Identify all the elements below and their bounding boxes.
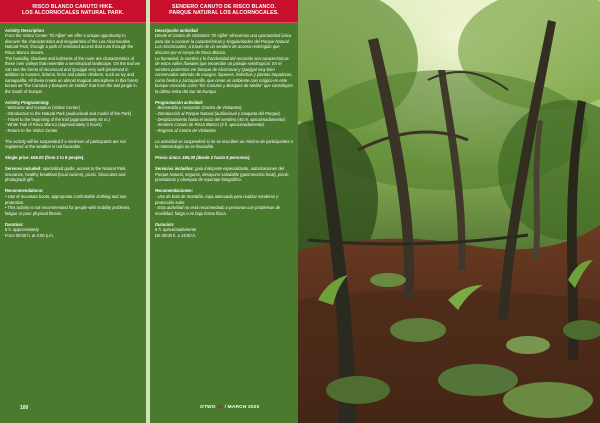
spanish-programming-section [155,100,293,133]
english-programming-title: Activity Programming: [5,99,50,105]
spanish-duration-item: De 09:00 h. a 15:00 h. [155,232,196,238]
magazine-footer [200,405,260,410]
spanish-price: Precio único: £65,00 (desde 2 hasta 8 personas). [155,155,251,161]
spanish-activity-section [155,28,293,95]
spanish-programming-item: - Regreso al Centro de Visitantes [155,127,216,133]
english-header-line-2: LOS ALCORNOCALES NATURAL PARK. [22,10,124,17]
spanish-duration [155,222,293,239]
spanish-header-line-2: PARQUE NATURAL LOS ALCORNOCALES. [169,10,279,17]
spanish-activity-p1: Desde el Centro de Visitantes "El Aljibe" ofrecemos una oportunidad única para dar a conocer la características y singularidades del Parque Natural Los Alcornocales, a través de un sendero de acceso restringido que discurre por el arroyo de Risco Blanco. [155,33,292,55]
spanish-column [150,0,298,423]
english-reco-item: • Use of mountain boots, appropriate comfortable clothing and sun protection. [5,193,127,205]
english-services-label: Services included: [5,166,42,172]
spanish-programming-title: Programación actividad: [155,99,204,105]
spanish-services [155,166,293,183]
english-duration-title: Duration: [5,221,24,227]
spanish-header-band [150,0,298,23]
spanish-reco-item: - Esta actividad no está recomendada a personas con problemas de movilidad, fatiga o en baja forma física. [155,205,281,216]
magazine-issue: 08 [217,405,224,410]
english-body [0,23,146,239]
spanish-programming-item: - Bienvenida y recepción (Centro de Visitantes). [155,105,243,111]
english-programming-item: - Return to the Visitor Center [5,127,58,133]
spanish-header-line-1: SENDERO CANUTO DE RISCO BLANCO. [172,4,276,10]
spanish-programming-item: - Sendero Canuto de Risco Blanco (3 h. aproximadamente). [155,122,266,128]
english-activity-p2: The humidity, shadows and lushness of the route are characteristics of these river valleys that resemble a semitropical landscape. On the trail we can see the forest of Alcornocal and Quejigal very well preserved in addition to mosses, lichens, ferns and plants climbers, such as ivy and sarsaparilla. All these create an almost magical atmosphere in this forest known as "the Canutos y Bosques de Niebla" that form the last jungle in the South of Europe. [5,55,141,94]
spanish-services-text: guía intérprete especializado, autorizaciones del Parque Natural, seguros, desayuno saludable (gastronomía local), picnic, prismáticos y obsequio de reportaje fotográfico. [155,166,290,183]
spanish-programming-item: - Desplazamiento hasta el inicio del sendero (45 m. aproximadamente). [155,116,286,122]
magazine-name: OTWO [200,405,216,410]
english-activity-title: Activity Description [5,27,44,33]
english-services [5,166,141,183]
spanish-reco-title: Recomendaciones: [155,188,193,194]
forest-photo-illustration [298,0,600,423]
english-services-text: specialized guide, access to the Natural Park, insurance, healthy breakfast (local cuisine), picnic, binoculars and photograph gift. [5,166,127,183]
english-activity-section [5,28,141,95]
spanish-suspension: La actividad se suspenderá si no se inscriben un mínimo de participantes o la meteorología no es favorable. [155,138,293,150]
english-header-band [0,0,146,23]
spanish-activity-title: Descripción actividad [155,27,198,33]
forest-photo [298,0,600,423]
magazine-date: / MARCH 2020 [224,405,260,410]
english-recommendations [5,188,141,216]
english-duration-item: From 09:00 h. at 3:00 p.m. [5,232,54,238]
spanish-duration-item: 6 h. aproximadamente [155,227,197,233]
english-header-line-1: RISCO BLANCO CANUTO HIKE. [32,4,114,10]
english-column [0,0,146,423]
english-programming-item: - Travel to the beginning of the trail (approximately 45 m.) [5,116,110,122]
spanish-body [150,23,298,239]
english-duration-item: 6 h. approximately [5,227,39,233]
spanish-duration-title: Duración: [155,221,175,227]
english-reco-item: • This activity is not recommended for people with mobility problems, fatigue or poor physical fitness. [5,205,131,216]
english-reco-title: Recommendations: [5,188,44,194]
english-price: Single price: £65.00 (from 2 to 8 people). [5,155,85,161]
page-number: 100 [20,405,29,411]
english-programming-item: - Welcome and reception (Visitor Center) [5,105,80,111]
spanish-recommendations [155,188,293,216]
english-activity-p1: From the Visitor Center "El Aljibe" we offer a unique opportunity to discover the characteristics and singularities of the Los Alcornocales Natural Park, through a path of restricted access that runs through the Risco Blanco stream. [5,33,134,55]
english-programming-item: - White Trail of Risco Blanco (approximately 3 hours) [5,122,102,128]
spanish-programming-item: - Introducción al Parque Natural (audiovisual y maqueta del Parque). [155,110,281,116]
english-suspension: The activity will be suspended if a minimum of participants are not registered or the weather is not favorable. [5,138,126,150]
english-duration [5,222,141,239]
spanish-services-label: Servicios incluidos: [155,166,195,172]
spanish-activity-p2: La humedad, la sombra y la frondosidad del recorrido son características de estos valles fluviales que recuerdan un paisaje semitropical. En el sendero podremos ver bosque de Alcornocal y Quejigal muy bien conservados además de musgos, líquenes, helechos y plantas trepadoras, como hiedra y zarzaparrilla, que crean un ambiente casi mágico en este bosque conocido como "los Canutos y Bosques de Niebla" que constituyen la última selva del Sur de Europa. [155,55,293,94]
english-programming-section [5,100,141,133]
spanish-reco-item: - Uso de bota de montaña, ropa adecuada para realizar senderos y protección solar. [155,193,279,205]
english-programming-item: - Introduction to the Natural Park (audiovisual and model of the Park) [5,110,132,116]
